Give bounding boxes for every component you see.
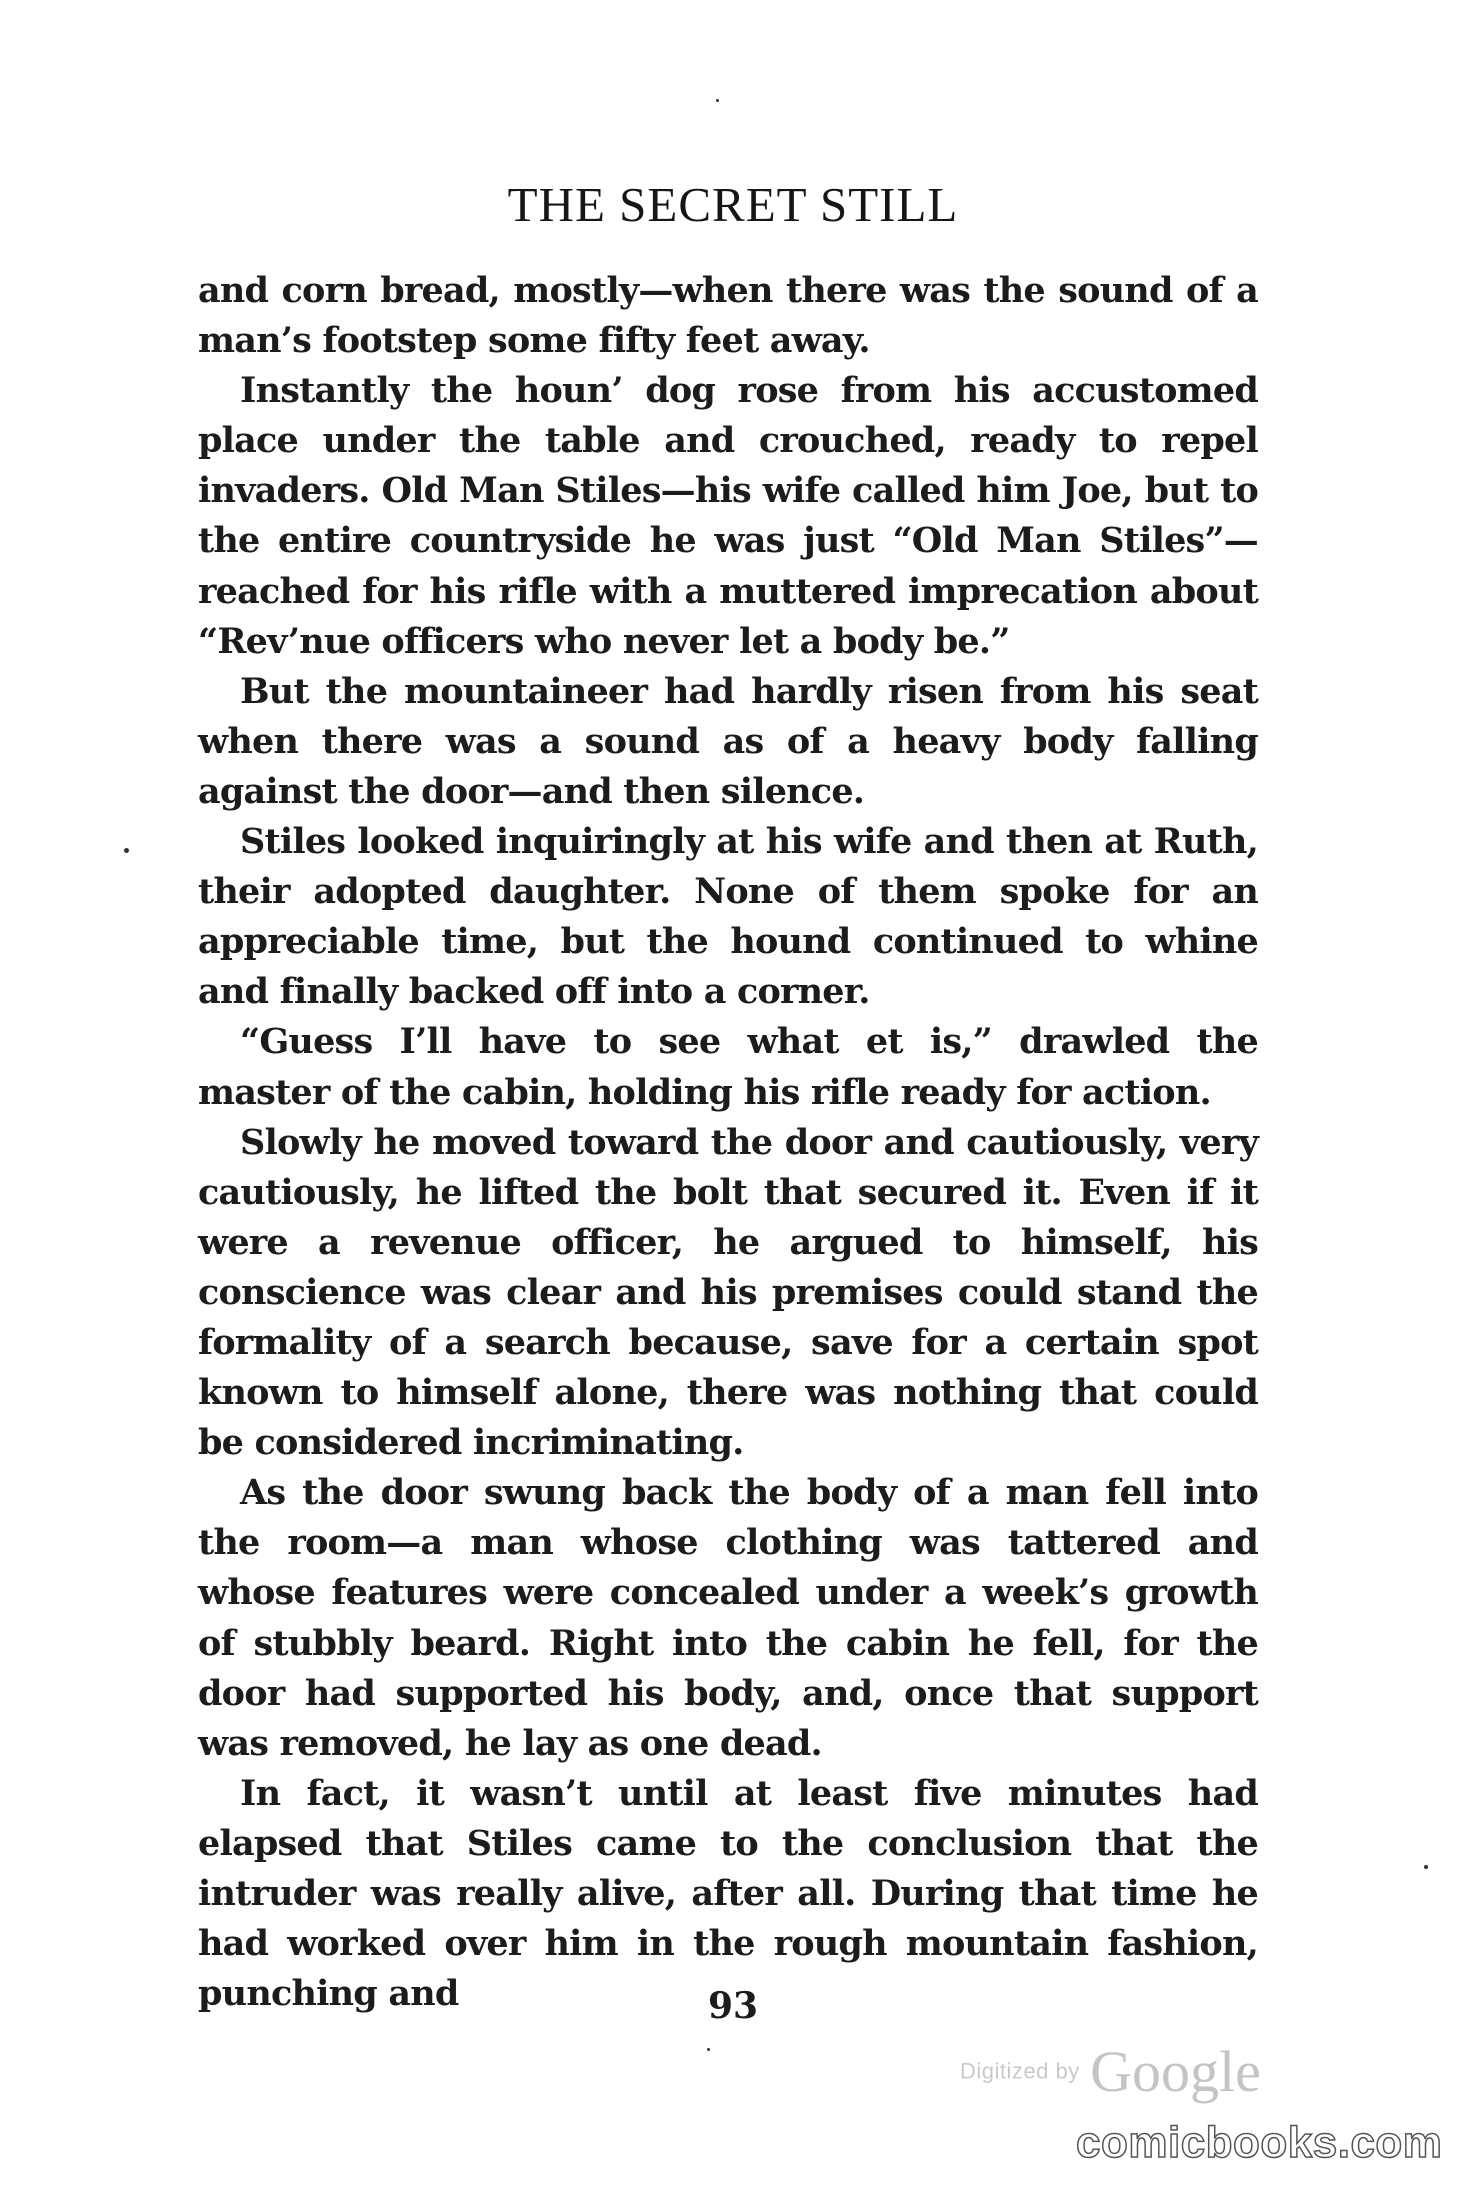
paragraph: Instantly the houn’ dog rose from his accustomed place under the table and crouched, ready to repel invaders. Old Man Stiles—his wife called him Joe, but to the entire countryside he was just “Old Man Stiles”—reached for his rifle with a muttered imprecation about “Rev’nue officers who never let a body be.” [198,370,1258,662]
body-text [198,266,1258,2019]
paragraph: But the mountaineer had hardly risen from his seat when there was a sound as of a heavy body falling against the door—and then silence. [198,670,1258,812]
paragraph: As the door swung back the body of a man fell into the room—a man whose clothing was tattered and whose features were concealed under a week’s growth of stubbly beard. Right into the cabin he fell, for the door had supported his body, and, once that support was removed, he lay as one dead. [198,1472,1258,1764]
site-watermark: comicbooks.com [1076,2118,1443,2167]
paragraph: Stiles looked inquiringly at his wife and then at Ruth, their adopted daughter. None of them spoke for an appreciable time, but the hound continued to whine and finally backed off into a corner. [198,821,1258,1013]
page-number: 93 [707,1985,759,2027]
paragraph: “Guess I’ll have to see what et is,” drawled the master of the cabin, holding his rifle ready for action. [198,1021,1258,1113]
paragraph: In fact, it wasn’t until at least five minutes had elapsed that Stiles came to the conclusion that the intruder was really alive, after all. During that time he had worked over him in the rough mountain fashion, punching and [198,1772,1258,2015]
ink-speck [1424,1865,1428,1869]
digitized-by-notice [960,2038,1261,2105]
running-head: THE SECRET STILL [507,177,959,232]
paragraph: and corn bread, mostly—when there was the sound of a man’s footstep some fifty feet away. [198,270,1258,362]
digitized-prefix: Digitized by [960,2058,1080,2084]
paragraph: Slowly he moved toward the door and cautiously, very cautiously, he lifted the bolt that secured it. Even if it were a revenue officer, he argued to himself, his conscience was clear and his premises could stand the formality of a search because, save for a certain spot known to himself alone, there was nothing that could be considered incriminating. [198,1121,1258,1464]
ink-speck [707,2048,710,2051]
ink-speck [716,99,719,102]
ink-speck [124,848,129,853]
google-logo-text: Google [1090,2039,1261,2104]
